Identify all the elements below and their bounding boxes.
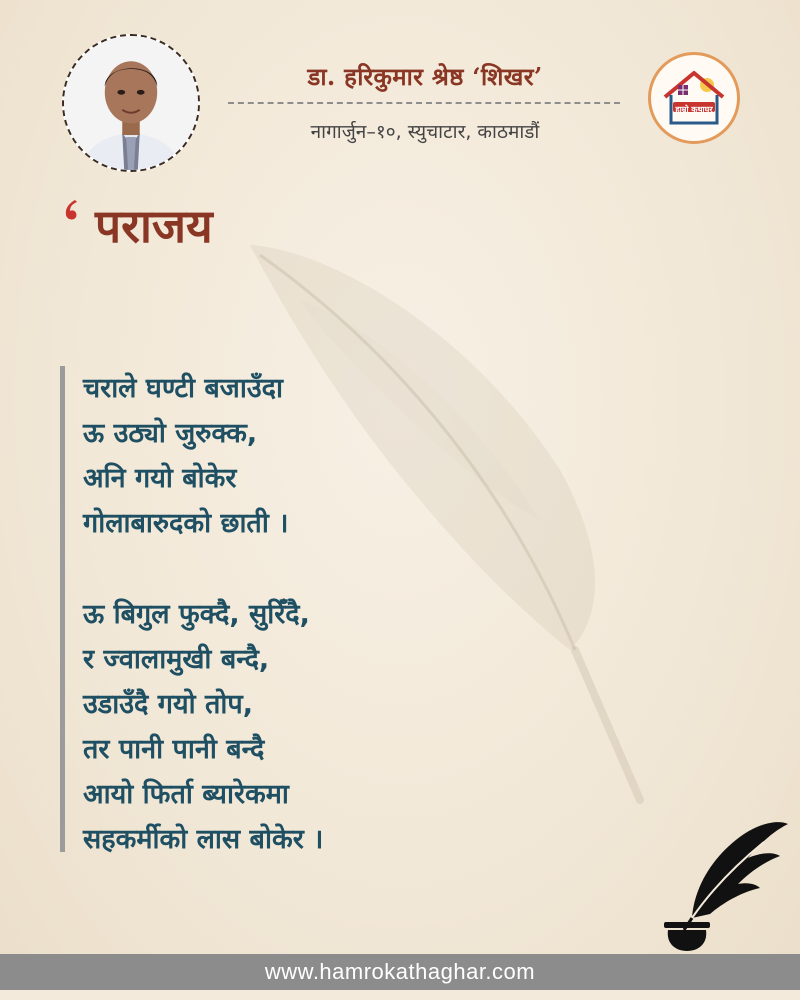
poem-line: आयो फिर्ता ब्यारेकमा [83, 779, 289, 810]
opening-quote-icon [62, 198, 80, 228]
poem-line: चराले घण्टी बजाउँदा [83, 373, 283, 404]
footer-bar [0, 954, 800, 990]
poem-line: तर पानी पानी बन्दै [83, 734, 265, 765]
website-link[interactable]: www.hamrokathaghar.com [264, 959, 536, 984]
poem-body [60, 366, 620, 855]
poem-line: अनि गयो बोकेर [83, 463, 237, 494]
house-logo-icon [651, 55, 737, 141]
author-photo-icon [64, 36, 198, 170]
poem-line: सहकर्मीको लास बोकेर । [83, 824, 324, 855]
poem-line: गोलाबारुदको छाती । [83, 508, 289, 539]
author-address: नागार्जुन–१०, स्युचाटार, काठमाडौं [310, 121, 540, 143]
header-divider [228, 102, 620, 104]
poem-title: पराजय [95, 199, 213, 253]
poem-line: उडाउँदै गयो तोप, [83, 689, 253, 720]
author-portrait [62, 34, 200, 172]
stanza-2 [83, 592, 620, 862]
stanza-1 [83, 366, 620, 546]
quill-inkpot-icon [652, 818, 792, 953]
site-logo [648, 52, 740, 144]
poem-line: र ज्वालामुखी बन्दै, [83, 644, 270, 675]
poem-line: ऊ उठ्यो जुरुक्क, [83, 418, 258, 449]
logo-text: हाम्रो कथाघर [675, 105, 713, 114]
footer-bottom-strip [0, 990, 800, 1000]
poem-line: ऊ बिगुल फुक्दै, सुरिँदै, [83, 599, 310, 630]
author-name: डा. हरिकुमार श्रेष्ठ ‘शिखर’ [307, 62, 543, 91]
